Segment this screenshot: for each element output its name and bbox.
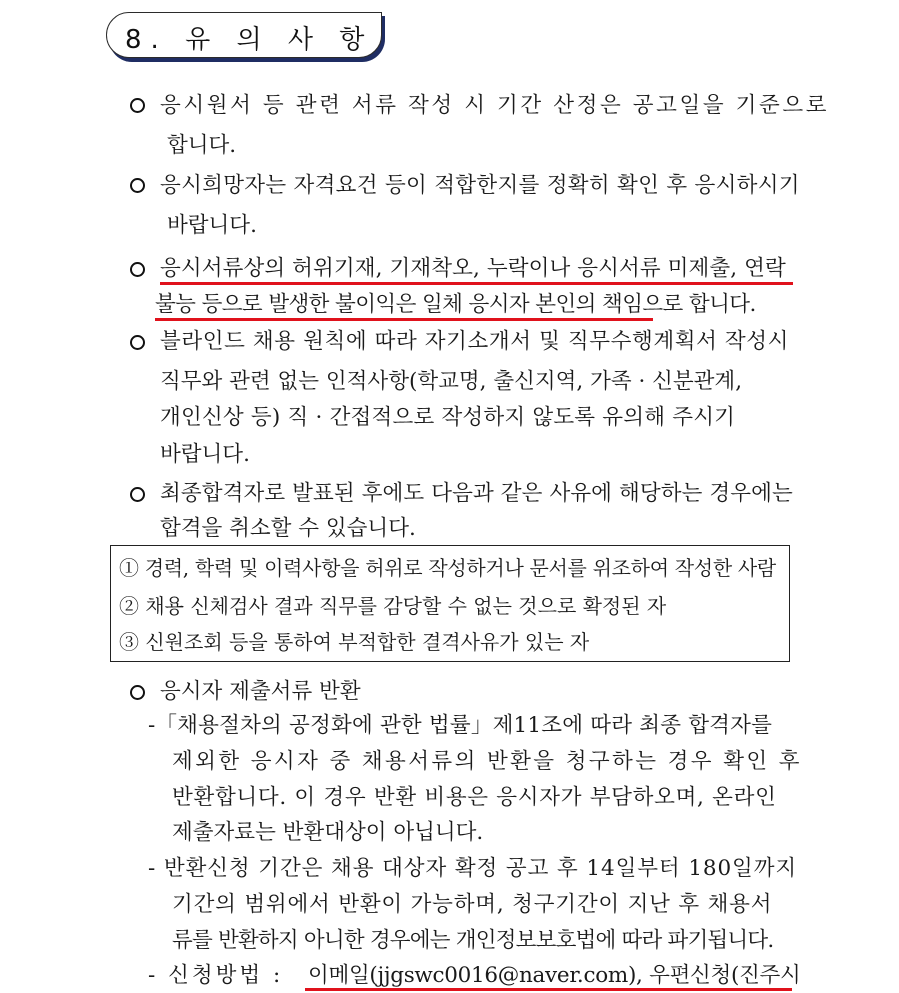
return-sub2-line-3: 류를 반환하지 아니한 경우에는 개인정보보호법에 따라 파기됩니다.	[172, 928, 774, 953]
circle-bullet-icon	[130, 262, 145, 277]
item-1-line-2: 합니다.	[167, 133, 237, 158]
red-underline	[160, 282, 793, 285]
item-5-line-2: 합격을 취소할 수 있습니다.	[160, 516, 416, 541]
circle-bullet-icon	[130, 685, 145, 700]
red-underline	[155, 318, 653, 321]
disqualification-box	[110, 545, 790, 662]
circle-bullet-icon	[130, 178, 145, 193]
return-sub1-line-4: 제출자료는 반환대상이 아닙니다.	[172, 820, 484, 845]
item-4-line-2: 직무와 관련 없는 인적사항(학교명, 출신지역, 가족 · 신분관계,	[160, 369, 743, 394]
section-header	[106, 12, 382, 58]
box-item-1: ① 경력, 학력 및 이력사항을 허위로 작성하거나 문서를 위조하여 작성한 사람	[119, 556, 776, 580]
return-sub1-line-1: -「채용절차의 공정화에 관한 법률」제11조에 따라 최종 합격자를	[148, 713, 773, 738]
return-sub1-line-3: 반환합니다. 이 경우 반환 비용은 응시자가 부담하오며, 온라인	[172, 785, 777, 810]
circle-bullet-icon	[130, 487, 145, 502]
section-title: 8. 유 의 사 항	[125, 25, 374, 55]
circle-bullet-icon	[130, 98, 145, 113]
red-underline	[305, 988, 792, 991]
item-2-line-1: 응시희망자는 자격요건 등이 적합한지를 정확히 확인 후 응시하시기	[160, 173, 800, 198]
return-sub2-line-1: - 반환신청 기간은 채용 대상자 확정 공고 후 14일부터 180일까지	[148, 856, 798, 881]
item-3-line-1: 응시서류상의 허위기재, 기재착오, 누락이나 응시서류 미제출, 연락	[160, 256, 786, 281]
return-sub1-line-2: 제외한 응시자 중 채용서류의 반환을 청구하는 경우 확인 후	[172, 749, 802, 774]
item-2-line-2: 바랍니다.	[167, 213, 257, 238]
item-1-line-1: 응시원서 등 관련 서류 작성 시 기간 산정은 공고일을 기준으로	[160, 93, 830, 118]
application-method-label: - 신청방법 :	[148, 963, 284, 988]
item-4-line-4: 바랍니다.	[160, 442, 250, 467]
application-method-value: 이메일(jjgswc0016@naver.com), 우편신청(진주시	[308, 963, 801, 988]
box-item-2: ② 채용 신체검사 결과 직무를 감당할 수 없는 것으로 확정된 자	[119, 594, 667, 618]
item-3-line-2: 불능 등으로 발생한 불이익은 일체 응시자 본인의 책임으로 합니다.	[155, 292, 756, 317]
item-4-line-3: 개인신상 등) 직 · 간접적으로 작성하지 않도록 유의해 주시기	[160, 405, 736, 430]
return-sub2-line-2: 기간의 범위에서 반환이 가능하며, 청구기간이 지난 후 채용서	[172, 892, 773, 917]
circle-bullet-icon	[130, 335, 145, 350]
box-item-3: ③ 신원조회 등을 통하여 부적합한 결격사유가 있는 자	[119, 630, 590, 654]
item-5-line-1: 최종합격자로 발표된 후에도 다음과 같은 사유에 해당하는 경우에는	[160, 481, 793, 506]
return-heading: 응시자 제출서류 반환	[160, 679, 361, 704]
item-4-line-1: 블라인드 채용 원칙에 따라 자기소개서 및 직무수행계획서 작성시	[160, 329, 790, 354]
